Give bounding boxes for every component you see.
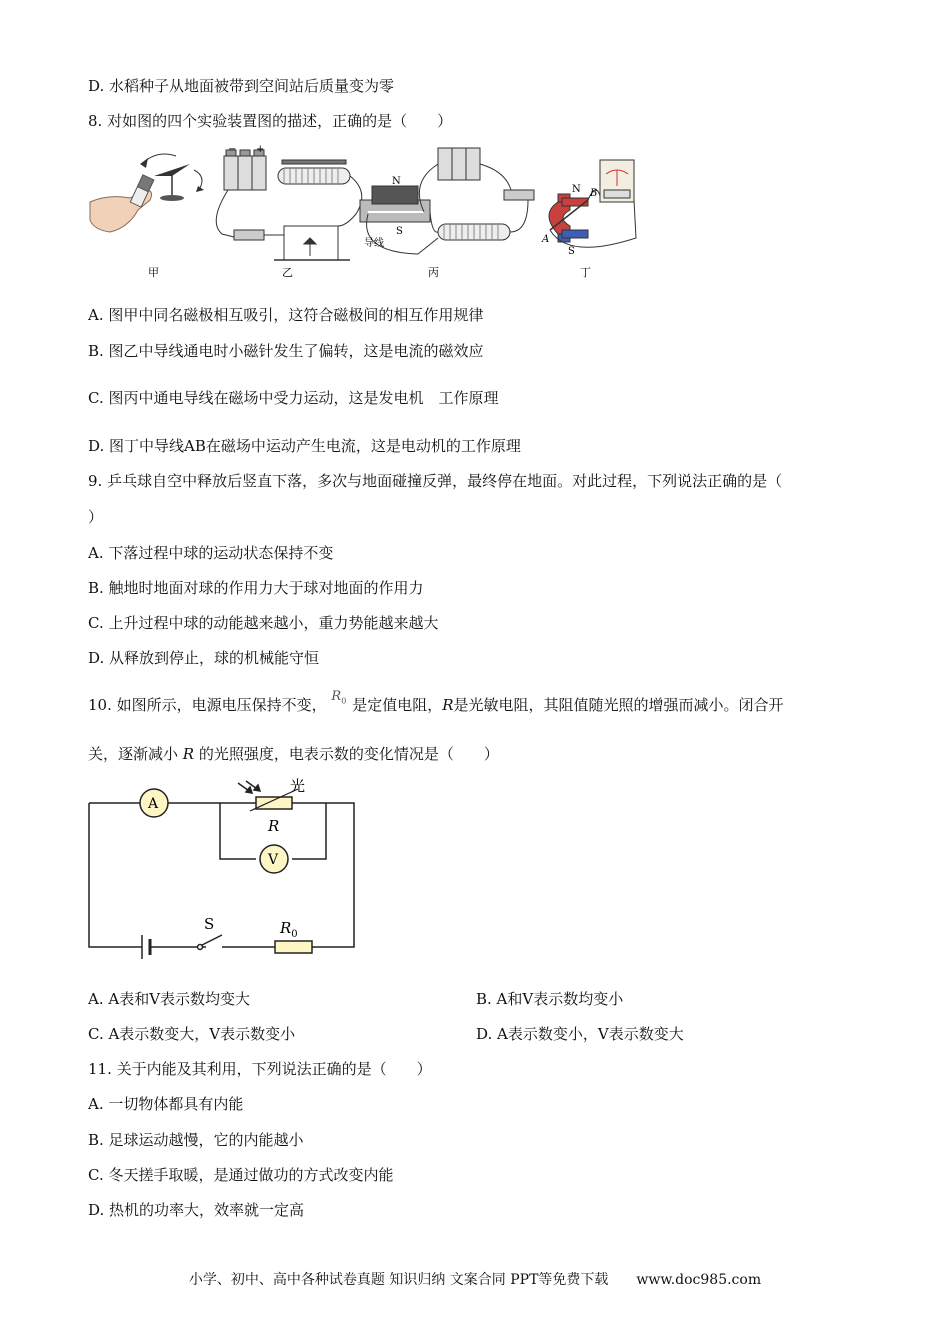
wire-a-label: A	[542, 234, 550, 245]
magnet-s-label-ding: S	[568, 246, 575, 257]
q9-option-b: B. 触地时地面对球的作用力大于球对地面的作用力	[88, 579, 424, 597]
magnet-n-label-bing: N	[392, 176, 401, 187]
q11-option-c: C. 冬天搓手取暖，是通过做功的方式改变内能	[88, 1166, 394, 1184]
caption-jia: 甲	[148, 266, 159, 279]
q10-option-d: D. A表示数变小，V表示数变大	[476, 1025, 684, 1043]
wire-b-label: B	[590, 188, 598, 199]
q8-option-d: D. 图丁中导线AB在磁场中运动产生电流，这是电动机的工作原理	[88, 437, 521, 455]
battery-plus-label: +	[256, 144, 265, 155]
q10-stem-part2: 是定值电阻，	[352, 696, 443, 714]
q11-option-b: B. 足球运动越慢，它的内能越小	[88, 1131, 304, 1149]
q11-option-a: A. 一切物体都具有内能	[88, 1095, 244, 1113]
battery-minus-label: −	[228, 144, 237, 155]
voltmeter-label: V	[268, 852, 279, 868]
q11-stem: 11. 关于内能及其利用，下列说法正确的是（ ）	[88, 1060, 432, 1078]
q8-option-b: B. 图乙中导线通电时小磁针发生了偏转，这是电流的磁效应	[88, 342, 484, 360]
figure-bing	[360, 148, 534, 254]
page-footer: 小学、初中、高中各种试卷真题 知识归纳 文案合同 PPT等免费下载 www.doc985.com	[188, 1272, 762, 1288]
magnet-s-label-bing: S	[396, 226, 403, 237]
r-label: R	[268, 817, 280, 835]
photoresistor-r	[256, 797, 292, 809]
ammeter-label: A	[148, 796, 159, 812]
caption-yi: 乙	[282, 266, 293, 279]
q8-option-a: A. 图甲中同名磁极相互吸引，这符合磁极间的相互作用规律	[88, 306, 484, 324]
q9-option-c: C. 上升过程中球的动能越来越小，重力势能越来越大	[88, 614, 439, 632]
q9-stem-line1: 9. 乒乓球自空中释放后竖直下落，多次与地面碰撞反弹，最终停在地面。对此过程，下列说法正确的是（	[88, 472, 783, 490]
resistor-r0	[275, 941, 312, 953]
figure-ding	[549, 160, 636, 247]
q8-figures	[88, 142, 648, 287]
r0-symbol	[331, 687, 347, 712]
q10-stem-part1: 10. 如图所示，电源电压保持不变，	[88, 696, 327, 714]
q10-option-b: B. A和V表示数均变小	[476, 990, 624, 1008]
caption-ding: 丁	[580, 266, 591, 279]
r0-main: R	[331, 689, 342, 704]
q8-stem: 8. 对如图的四个实验装置图的描述，正确的是（ ）	[88, 112, 453, 130]
figure-yi	[216, 150, 362, 260]
r0-subscript: 0	[341, 696, 347, 706]
q8-option-c: C. 图丙中通电导线在磁场中受力运动，这是发电机 工作原理	[88, 389, 499, 407]
r0-label: $R_0$	[280, 919, 298, 940]
wire-label: 导线	[364, 238, 384, 249]
q10-stem-part4: 关，逐渐减小	[88, 745, 179, 763]
r-symbol-2: R	[182, 745, 195, 763]
q9-stem-line2: ）	[88, 508, 104, 526]
q10-circuit	[80, 775, 370, 960]
q7-option-d: D. 水稻种子从地面被带到空间站后质量变为零	[88, 77, 395, 95]
caption-bing: 丙	[428, 266, 439, 279]
q10-stem-part5: 的光照强度，电表示数的变化情况是（ ）	[198, 745, 499, 763]
figure-jia	[90, 154, 204, 232]
r-symbol: R	[442, 696, 454, 714]
q9-option-d: D. 从释放到停止，球的机械能守恒	[88, 649, 320, 667]
q11-option-d: D. 热机的功率大，效率就一定高	[88, 1201, 305, 1219]
q10-option-c: C. A表示数变大，V表示数变小	[88, 1025, 296, 1043]
switch-label: S	[204, 915, 215, 933]
q10-option-a: A. A表和V表示数均变大	[88, 990, 251, 1008]
q10-stem-line2	[88, 744, 499, 764]
light-label: 光	[290, 777, 306, 795]
q10-stem-part3: 是光敏电阻，其阻值随光照的增强而减小。闭合开	[453, 696, 784, 714]
q10-stem-line1	[88, 689, 784, 722]
magnet-n-label-ding: N	[572, 184, 581, 195]
q9-option-a: A. 下落过程中球的运动状态保持不变	[88, 544, 334, 562]
